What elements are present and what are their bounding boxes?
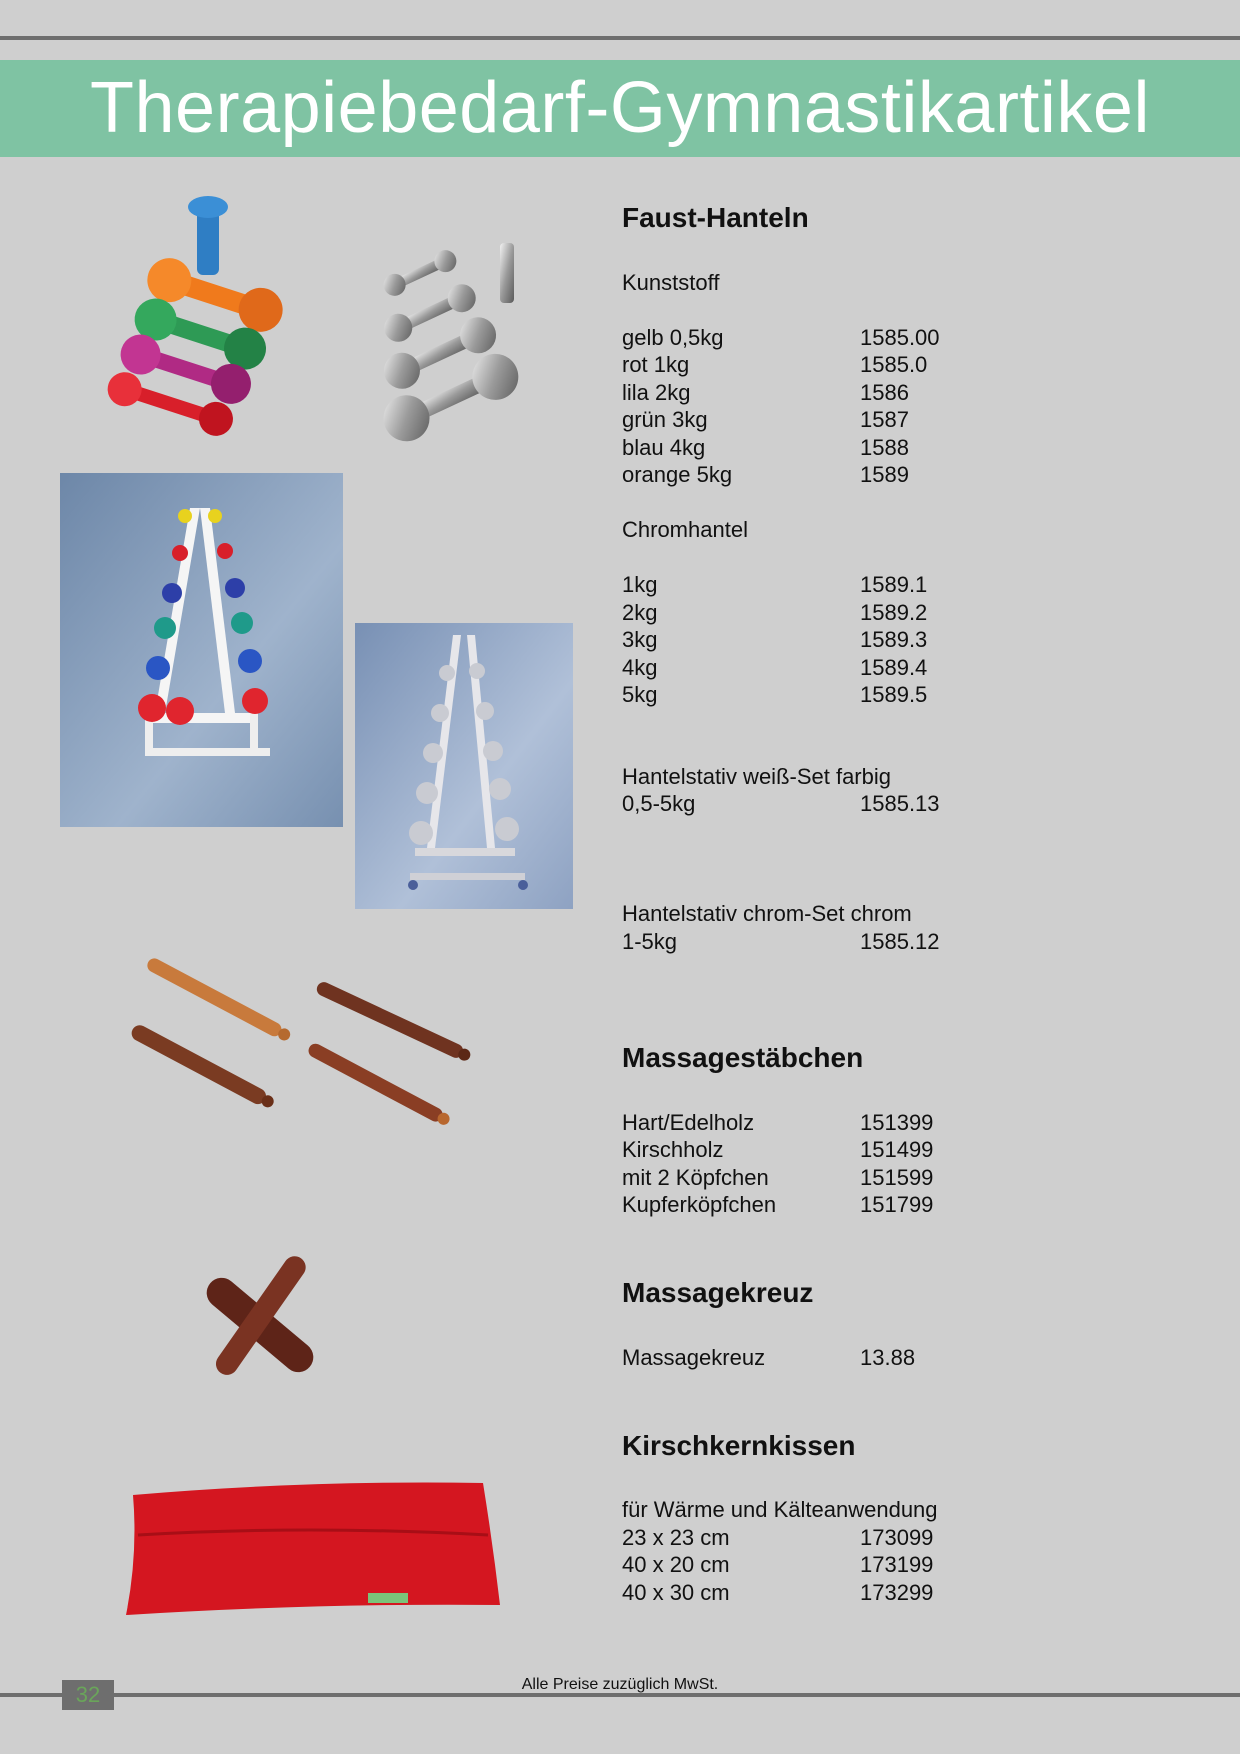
item-label: gelb 0,5kg: [622, 325, 724, 350]
item-code: 151599: [860, 1165, 934, 1190]
massage-cross-image: [180, 1240, 340, 1400]
item-label: 1kg: [622, 572, 658, 597]
chrome-dumbbells-image: [380, 238, 540, 448]
chromhantel-label: Chromhantel: [622, 517, 748, 542]
item-code: 1588: [860, 435, 909, 460]
item-label: Kupferköpfchen: [622, 1192, 777, 1217]
item-label: Kirschholz: [622, 1137, 724, 1162]
item-code: 1589.3: [860, 627, 928, 652]
kissen-subtitle: für Wärme und Kälteanwendung: [622, 1497, 938, 1522]
item-label: 5kg: [622, 682, 658, 707]
item-label: lila 2kg: [622, 380, 691, 405]
rack-chrome-image: [355, 623, 573, 909]
item-label: orange 5kg: [622, 462, 733, 487]
item-code: 1585.00: [860, 325, 940, 350]
bottom-rule: [0, 1693, 1240, 1697]
faust-hanteln-heading: Faust-Hanteln: [622, 202, 809, 233]
item-code: 1589.5: [860, 682, 928, 707]
top-rule: [0, 36, 1240, 40]
rack-colored-image: [60, 473, 343, 827]
item-code: 151499: [860, 1137, 934, 1162]
page-title: Therapiebedarf-Gymnastikartikel: [90, 68, 1150, 148]
item-label: 2kg: [622, 600, 658, 625]
item-label: Massagekreuz: [622, 1345, 766, 1370]
kirschkernkissen-heading: Kirschkernkissen: [622, 1430, 856, 1461]
item-code: 1585.0: [860, 352, 928, 377]
kunststoff-label: Kunststoff: [622, 270, 720, 295]
massage-sticks-image: [130, 955, 510, 1155]
item-code: 1589: [860, 462, 909, 487]
item-label: 0,5-5kg: [622, 791, 696, 816]
cherry-pillow-image: [118, 1475, 503, 1620]
item-code: 1586: [860, 380, 909, 405]
item-code: 1589.2: [860, 600, 928, 625]
item-code: 173199: [860, 1552, 934, 1577]
item-label: 3kg: [622, 627, 658, 652]
item-label: 40 x 30 cm: [622, 1580, 730, 1605]
item-code: 13.88: [860, 1345, 916, 1370]
page-number: 32: [62, 1680, 114, 1710]
item-code: 1589.1: [860, 572, 928, 597]
item-label: mit 2 Köpfchen: [622, 1165, 769, 1190]
item-label: 40 x 20 cm: [622, 1552, 730, 1577]
item-code: 151399: [860, 1110, 934, 1135]
item-label: 1-5kg: [622, 929, 678, 954]
stativ-weiss-title: Hantelstativ weiß-Set farbig: [622, 764, 891, 789]
massagestaebchen-heading: Massagestäbchen: [622, 1042, 864, 1073]
item-code: 151799: [860, 1192, 934, 1217]
item-label: 23 x 23 cm: [622, 1525, 730, 1550]
item-code: 1585.12: [860, 929, 940, 954]
footer-note: Alle Preise zuzüglich MwSt.: [521, 1676, 719, 1693]
item-label: grün 3kg: [622, 407, 708, 432]
item-code: 1585.13: [860, 791, 940, 816]
item-code: 173299: [860, 1580, 934, 1605]
item-code: 173099: [860, 1525, 934, 1550]
item-label: blau 4kg: [622, 435, 706, 460]
item-label: 4kg: [622, 655, 658, 680]
item-label: Hart/Edelholz: [622, 1110, 755, 1135]
massagekreuz-heading: Massagekreuz: [622, 1277, 814, 1308]
stativ-chrom-title: Hantelstativ chrom-Set chrom: [622, 901, 912, 926]
item-label: rot 1kg: [622, 352, 690, 377]
plastic-dumbbells-image: [105, 195, 285, 440]
item-code: 1587: [860, 407, 909, 432]
item-code: 1589.4: [860, 655, 928, 680]
